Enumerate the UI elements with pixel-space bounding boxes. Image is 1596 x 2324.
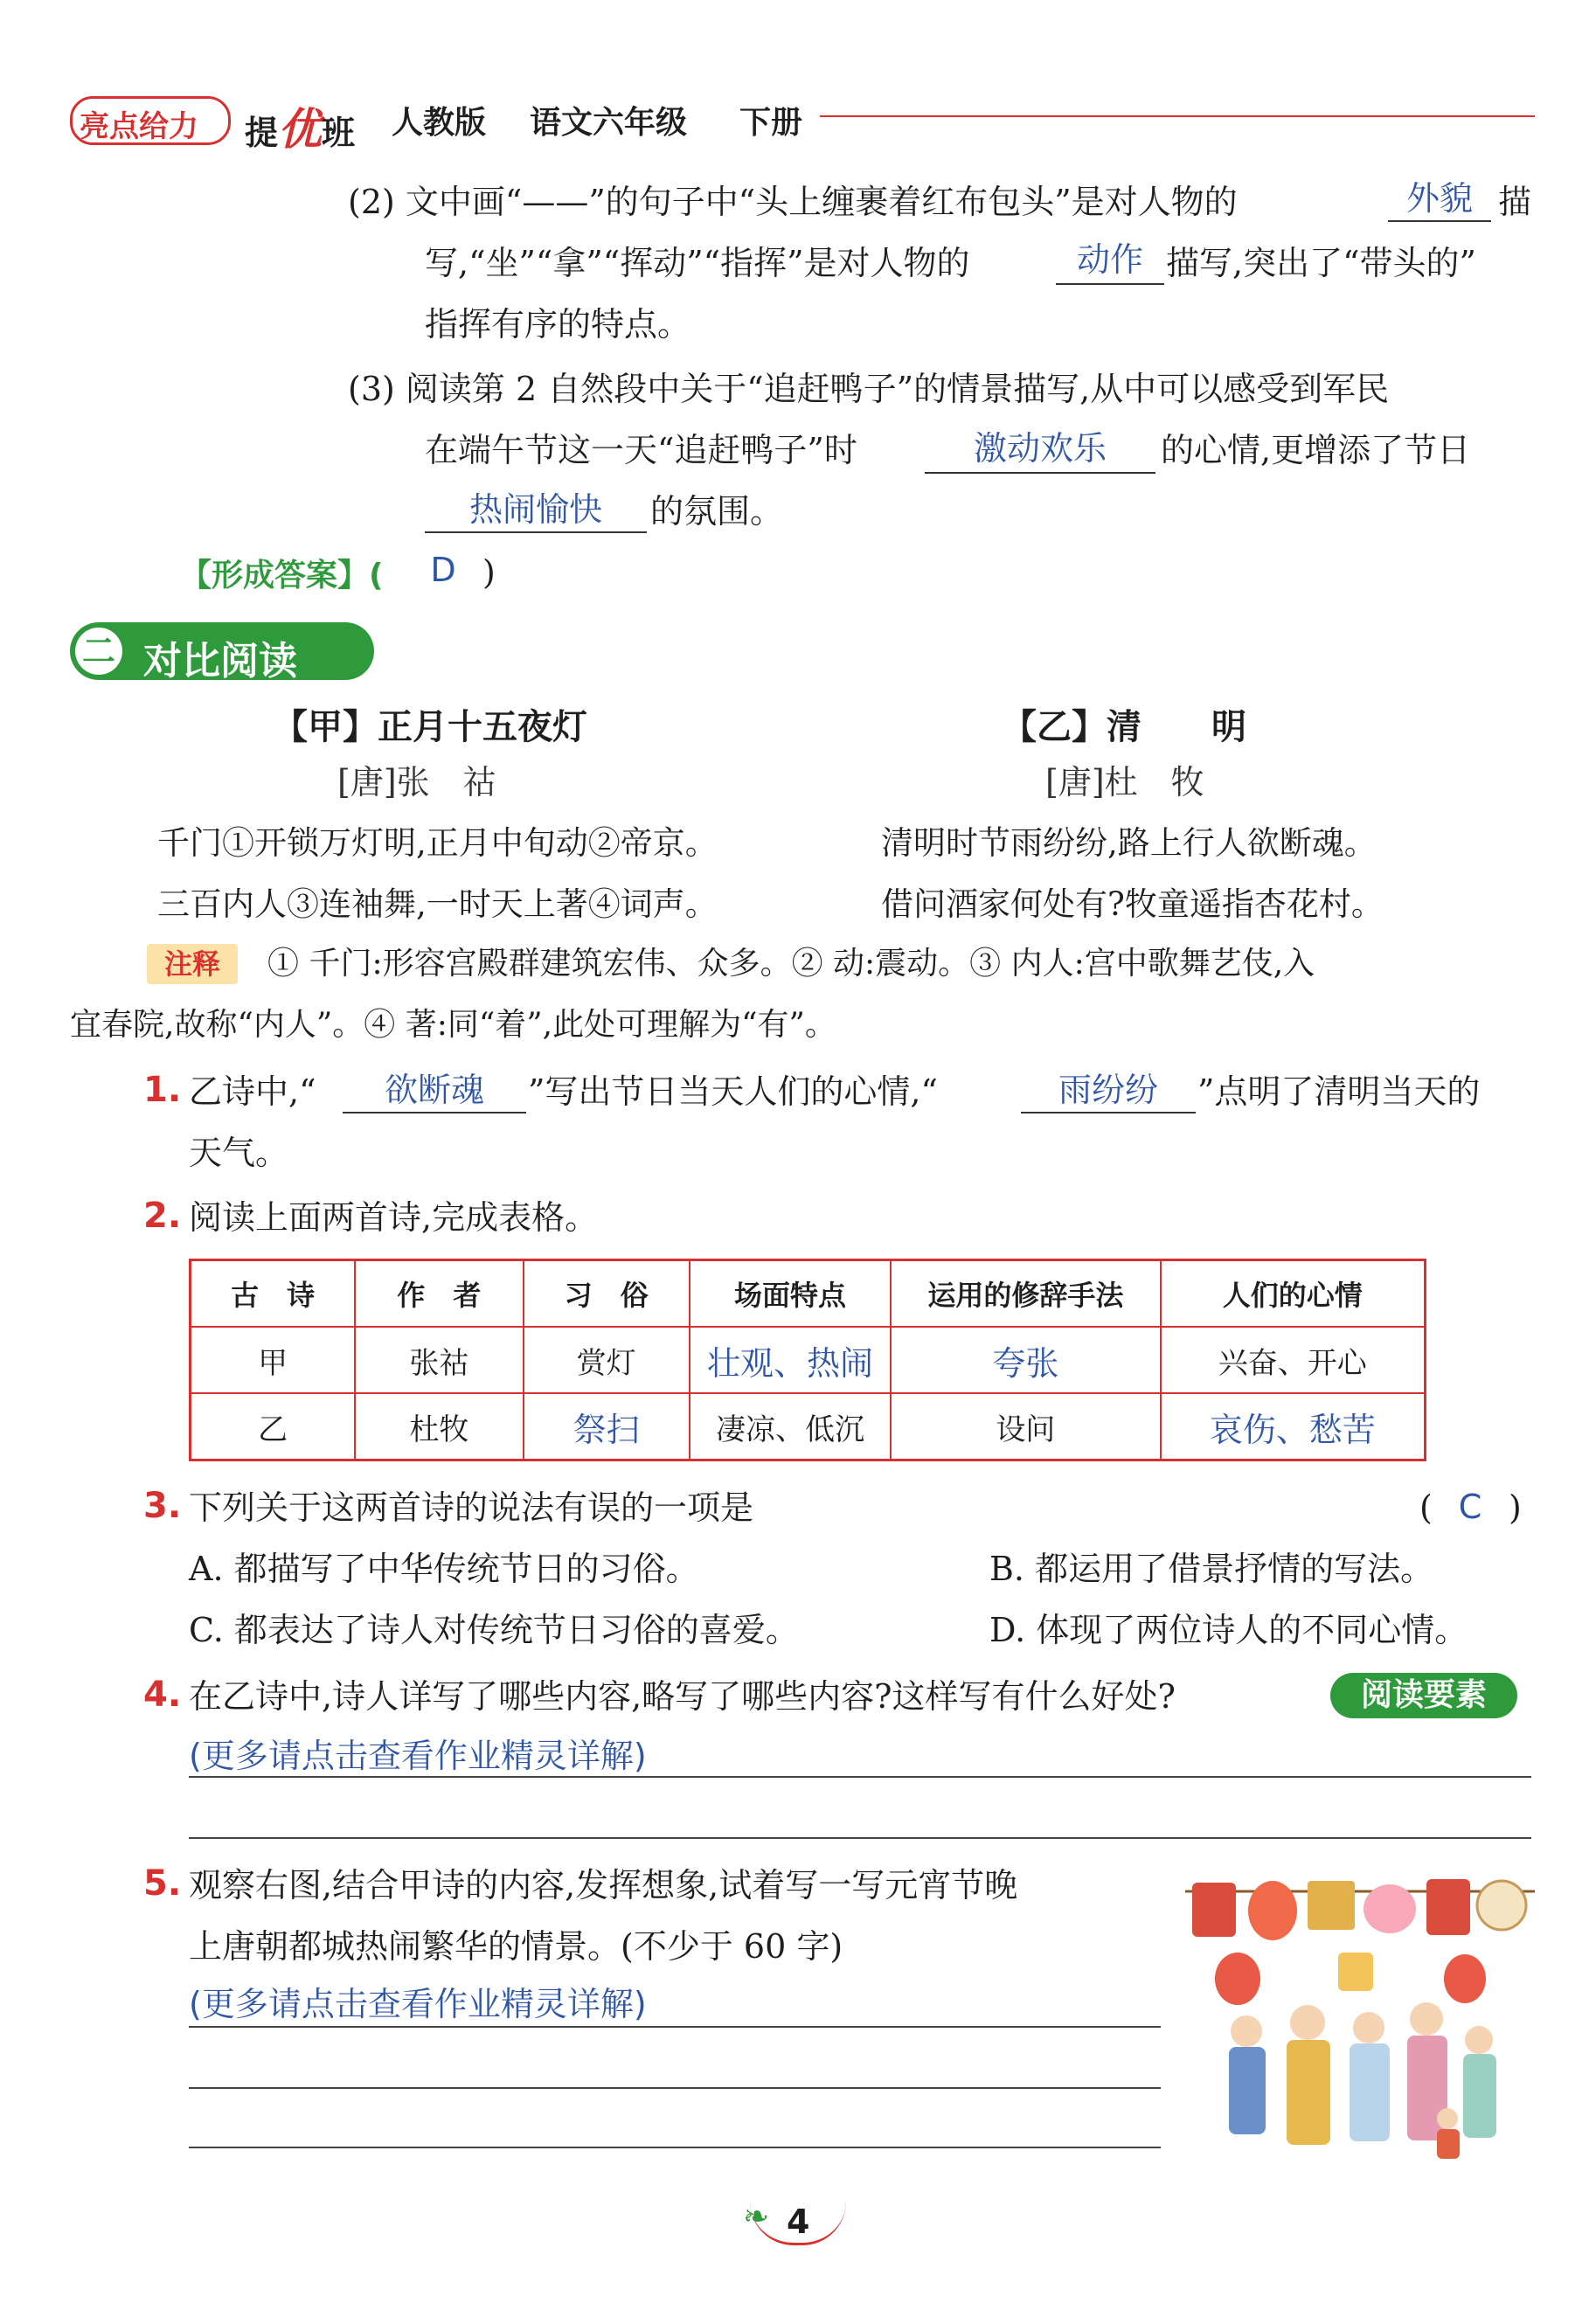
ex1-text-c: ”点明了清明当天的 (1197, 1072, 1481, 1111)
ex1-text-b: ”写出节日当天人们的心情,“ (528, 1072, 938, 1111)
header-series (245, 94, 355, 157)
ex5-number: 5. (143, 1863, 182, 1904)
table-header-cell: 场面特点 (690, 1260, 891, 1328)
table-cell: 凄凉、低沉 (690, 1393, 891, 1460)
poem-a-author: [唐]张 祜 (337, 763, 496, 801)
form-answer-value: D (430, 551, 456, 589)
header-brand: 亮点给力 (80, 109, 198, 144)
notes-label: 注释 (163, 947, 220, 981)
poem-b-line1: 清明时节雨纷纷,路上行人欲断魂。 (881, 824, 1377, 862)
leaf-icon: ❧ (743, 2199, 770, 2235)
table-header-cell: 作 者 (355, 1260, 523, 1328)
table-cell: 杜牧 (355, 1393, 523, 1460)
poem-a-line1: 千门①开锁万灯明,正月中旬动②帝京。 (157, 824, 718, 862)
q2-line1-end: 描 (1498, 183, 1532, 221)
q2-answer1: 外貌 (1405, 179, 1473, 218)
q3-answer1: 激动欢乐 (973, 429, 1107, 468)
page-number: 4 (787, 2203, 810, 2241)
table-header-cell: 人们的心情 (1161, 1260, 1426, 1328)
header-rule (820, 115, 1535, 117)
ex1-text-a: 乙诗中,“ (189, 1072, 316, 1111)
form-answer-label: 【形成答案】( (180, 558, 384, 593)
ex2-number: 2. (143, 1196, 182, 1236)
table-answer-cell: 哀伤、愁苦 (1161, 1393, 1426, 1460)
ex4-answer-line-2 (189, 1837, 1531, 1839)
section-banner (70, 622, 374, 683)
notes-line1: ① 千门:形容宫殿群建筑宏伟、众多。② 动:震动。③ 内人:宫中歌舞艺伎,入 (267, 946, 1315, 982)
poem-b-author: [唐]杜 牧 (1045, 763, 1204, 801)
table-cell: 张祜 (355, 1327, 523, 1393)
table-row (191, 1393, 1426, 1460)
ex1-text-d: 天气。 (189, 1134, 289, 1172)
q3-line2a: 在端午节这一天“追赶鸭子”时 (425, 431, 857, 469)
ex3-bracket-open: ( (1419, 1488, 1433, 1527)
q2-answer1-line (1388, 220, 1491, 222)
q2-line3: 指挥有序的特点。 (425, 305, 691, 343)
lantern-festival-illustration (1185, 1856, 1535, 2162)
section-number: 二 (81, 632, 115, 670)
ex1-answer1-line (343, 1112, 526, 1113)
header-series-b: 优 (278, 104, 323, 155)
ex3-number: 3. (143, 1486, 182, 1526)
table-header-row (191, 1260, 1426, 1328)
notes-line2: 宜春院,故称“内人”。④ 著:同“着”,此处可理解为“有”。 (70, 1007, 836, 1043)
ex5-text2: 上唐朝都城热闹繁华的情景。(不少于 60 字) (189, 1927, 843, 1966)
q3-answer2: 热闹愉快 (468, 490, 602, 529)
q3-answer2-line (425, 531, 647, 533)
section-title: 对比阅读 (143, 639, 297, 683)
q3-line2b: 的心情,更增添了节日 (1161, 431, 1471, 469)
header-subject: 语文六年级 (530, 105, 688, 141)
ex3-option-a: A. 都描写了中华传统节日的习俗。 (189, 1550, 699, 1588)
table-header-cell: 习 俗 (524, 1260, 690, 1328)
ex1-number: 1. (143, 1070, 182, 1110)
comparison-table (189, 1259, 1426, 1461)
ex4-tag: 阅读要素 (1360, 1677, 1487, 1713)
ex5-answer: (更多请点击查看作业精灵详解) (189, 1985, 647, 2023)
table-header-cell: 运用的修辞手法 (891, 1260, 1160, 1328)
notes-label-box (147, 944, 238, 984)
q2-line1: (2) 文中画“——”的句子中“头上缠裹着红布包头”是对人物的 (348, 183, 1238, 221)
ex4-tag-box (1330, 1673, 1517, 1718)
section-number-circle (75, 628, 122, 675)
ex2-text: 阅读上面两首诗,完成表格。 (189, 1198, 599, 1237)
ex3-option-d: D. 体现了两位诗人的不同心情。 (989, 1611, 1468, 1649)
ex5-text1: 观察右图,结合甲诗的内容,发挥想象,试着写一写元宵节晚 (189, 1866, 1018, 1904)
ex5-answer-line-1 (189, 2026, 1161, 2028)
header-volume: 下册 (739, 105, 803, 141)
ex3-answer: C (1458, 1488, 1482, 1526)
header-brand-badge (70, 96, 231, 145)
ex4-text: 在乙诗中,诗人详写了哪些内容,略写了哪些内容?这样写有什么好处? (189, 1677, 1176, 1716)
ex5-answer-line-2 (189, 2087, 1161, 2089)
header-edition: 人教版 (392, 105, 487, 141)
ex3-option-c: C. 都表达了诗人对传统节日习俗的喜爱。 (189, 1611, 799, 1649)
table-answer-cell: 夸张 (891, 1327, 1160, 1393)
q2-line2b: 描写,突出了“带头的” (1166, 244, 1476, 282)
table-cell: 赏灯 (524, 1327, 690, 1393)
table-header-cell: 古 诗 (191, 1260, 356, 1328)
poem-a-line2: 三百内人③连袖舞,一时天上著④词声。 (157, 885, 718, 923)
ex4-answer-line-1 (189, 1776, 1531, 1778)
q3-line1: (3) 阅读第 2 自然段中关于“追赶鸭子”的情景描写,从中可以感受到军民 (348, 370, 1390, 408)
q2-answer2-line (1056, 283, 1164, 285)
header-series-c: 班 (322, 114, 356, 152)
ex1-answer1: 欲断魂 (384, 1071, 484, 1109)
table-cell: 设问 (891, 1393, 1160, 1460)
ex3-text: 下列关于这两首诗的说法有误的一项是 (189, 1488, 754, 1527)
table-row (191, 1327, 1426, 1393)
ex4-answer: (更多请点击查看作业精灵详解) (189, 1737, 647, 1775)
ex3-option-b: B. 都运用了借景抒情的写法。 (989, 1550, 1434, 1588)
q2-answer2: 动作 (1076, 240, 1143, 279)
table-cell: 甲 (191, 1327, 356, 1393)
ex1-answer2: 雨纷纷 (1058, 1071, 1158, 1109)
poem-a-title: 【甲】正月十五夜灯 (273, 707, 587, 747)
ex1-answer2-line (1021, 1112, 1196, 1113)
q3-line3: 的氛围。 (650, 492, 784, 531)
table-cell: 兴奋、开心 (1161, 1327, 1426, 1393)
q3-answer1-line (925, 472, 1155, 474)
table-answer-cell: 壮观、热闹 (690, 1327, 891, 1393)
ex3-bracket-close: ) (1509, 1488, 1522, 1527)
ex4-number: 4. (143, 1675, 182, 1715)
table-cell: 乙 (191, 1393, 356, 1460)
poem-b-line2: 借问酒家何处有?牧童遥指杏花村。 (881, 885, 1384, 923)
header-series-a: 提 (245, 114, 279, 152)
table-answer-cell: 祭扫 (524, 1393, 690, 1460)
q2-line2a: 写,“坐”“拿”“挥动”“指挥”是对人物的 (425, 244, 970, 282)
poem-b-title: 【乙】清 明 (1002, 707, 1246, 747)
ex5-answer-line-3 (189, 2147, 1161, 2148)
form-answer-close: ) (482, 553, 496, 592)
